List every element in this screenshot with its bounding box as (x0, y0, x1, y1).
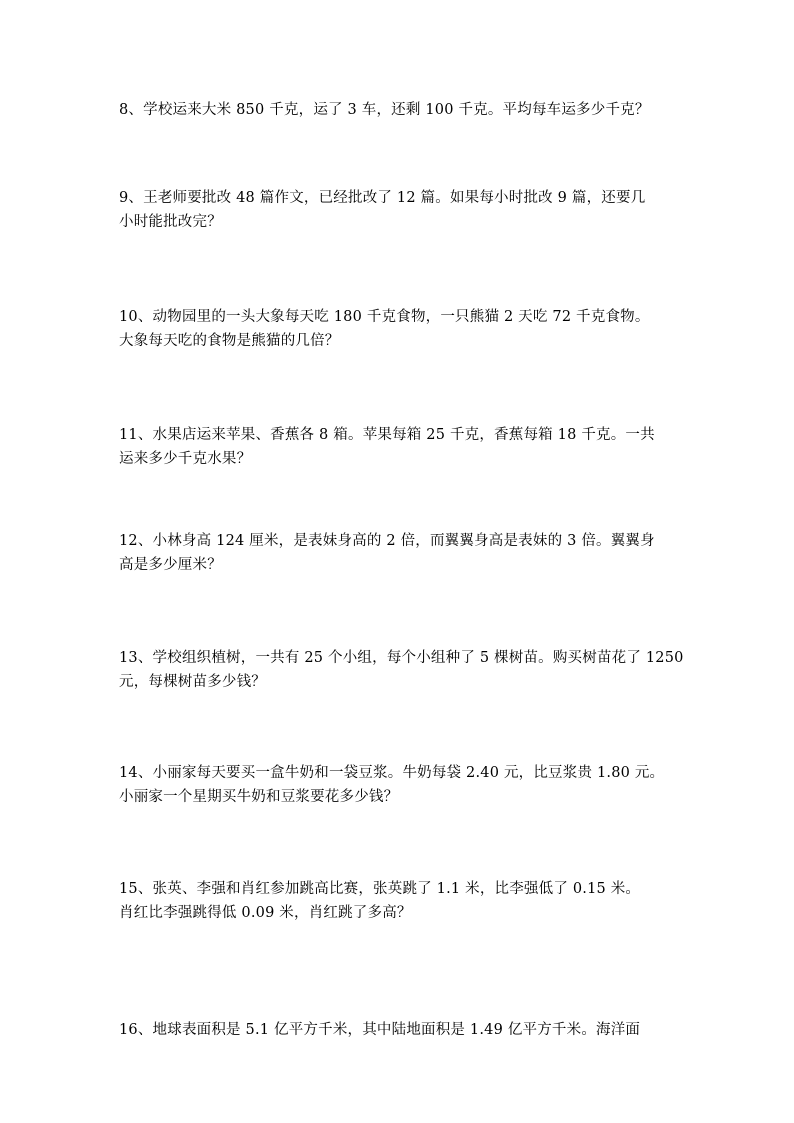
problem-text-line: 大象每天吃的食物是熊猫的几倍？ (119, 333, 340, 349)
word-problem-14 (119, 761, 679, 809)
word-problem-9 (119, 186, 679, 234)
word-problem-12 (119, 529, 679, 577)
problem-text-line: 14、小丽家每天要买一盒牛奶和一袋豆浆。牛奶每袋 2.40 元，比豆浆贵 1.80 元。 (119, 765, 665, 781)
problem-text-line: 8、学校运来大米 850 千克，运了 3 车，还剩 100 千克。平均每车运多少千克？ (119, 102, 650, 118)
problem-text-line: 小丽家一个星期买牛奶和豆浆要花多少钱？ (119, 789, 399, 805)
problem-text-line: 12、小林身高 124 厘米，是表妹身高的 2 倍，而翼翼身高是表妹的 3 倍。翼翼身 (119, 533, 655, 549)
problem-text-line: 16、地球表面积是 5.1 亿平方千米，其中陆地面积是 1.49 亿平方千米。海洋面 (119, 1022, 641, 1038)
word-problem-13 (119, 646, 684, 694)
word-problem-10 (119, 305, 679, 353)
word-problem-15 (119, 877, 679, 925)
problem-text-line: 10、动物园里的一头大象每天吃 180 千克食物，一只熊猫 2 天吃 72 千克食物。 (119, 309, 650, 325)
problem-text-line: 9、王老师要批改 48 篇作文，已经批改了 12 篇。如果每小时批改 9 篇，还要几 (119, 190, 646, 206)
word-problem-11 (119, 423, 679, 471)
problem-text-line: 小时能批改完？ (119, 214, 222, 230)
problem-text-line: 高是多少厘米？ (119, 557, 222, 573)
word-problem-8 (119, 98, 679, 122)
problem-text-line: 运来多少千克水果？ (119, 451, 252, 467)
problem-text-line: 13、学校组织植树，一共有 25 个小组，每个小组种了 5 棵树苗。购买树苗花了 1250 (119, 650, 684, 666)
word-problem-16 (119, 1018, 679, 1042)
problem-text-line: 11、水果店运来苹果、香蕉各 8 箱。苹果每箱 25 千克，香蕉每箱 18 千克。一共 (119, 427, 655, 443)
problem-text-line: 肖红比李强跳得低 0.09 米，肖红跳了多高？ (119, 905, 412, 921)
problem-text-line: 15、张英、李强和肖红参加跳高比赛，张英跳了 1.1 米，比李强低了 0.15 米。 (119, 881, 641, 897)
problem-text-line: 元，每棵树苗多少钱？ (119, 674, 266, 690)
